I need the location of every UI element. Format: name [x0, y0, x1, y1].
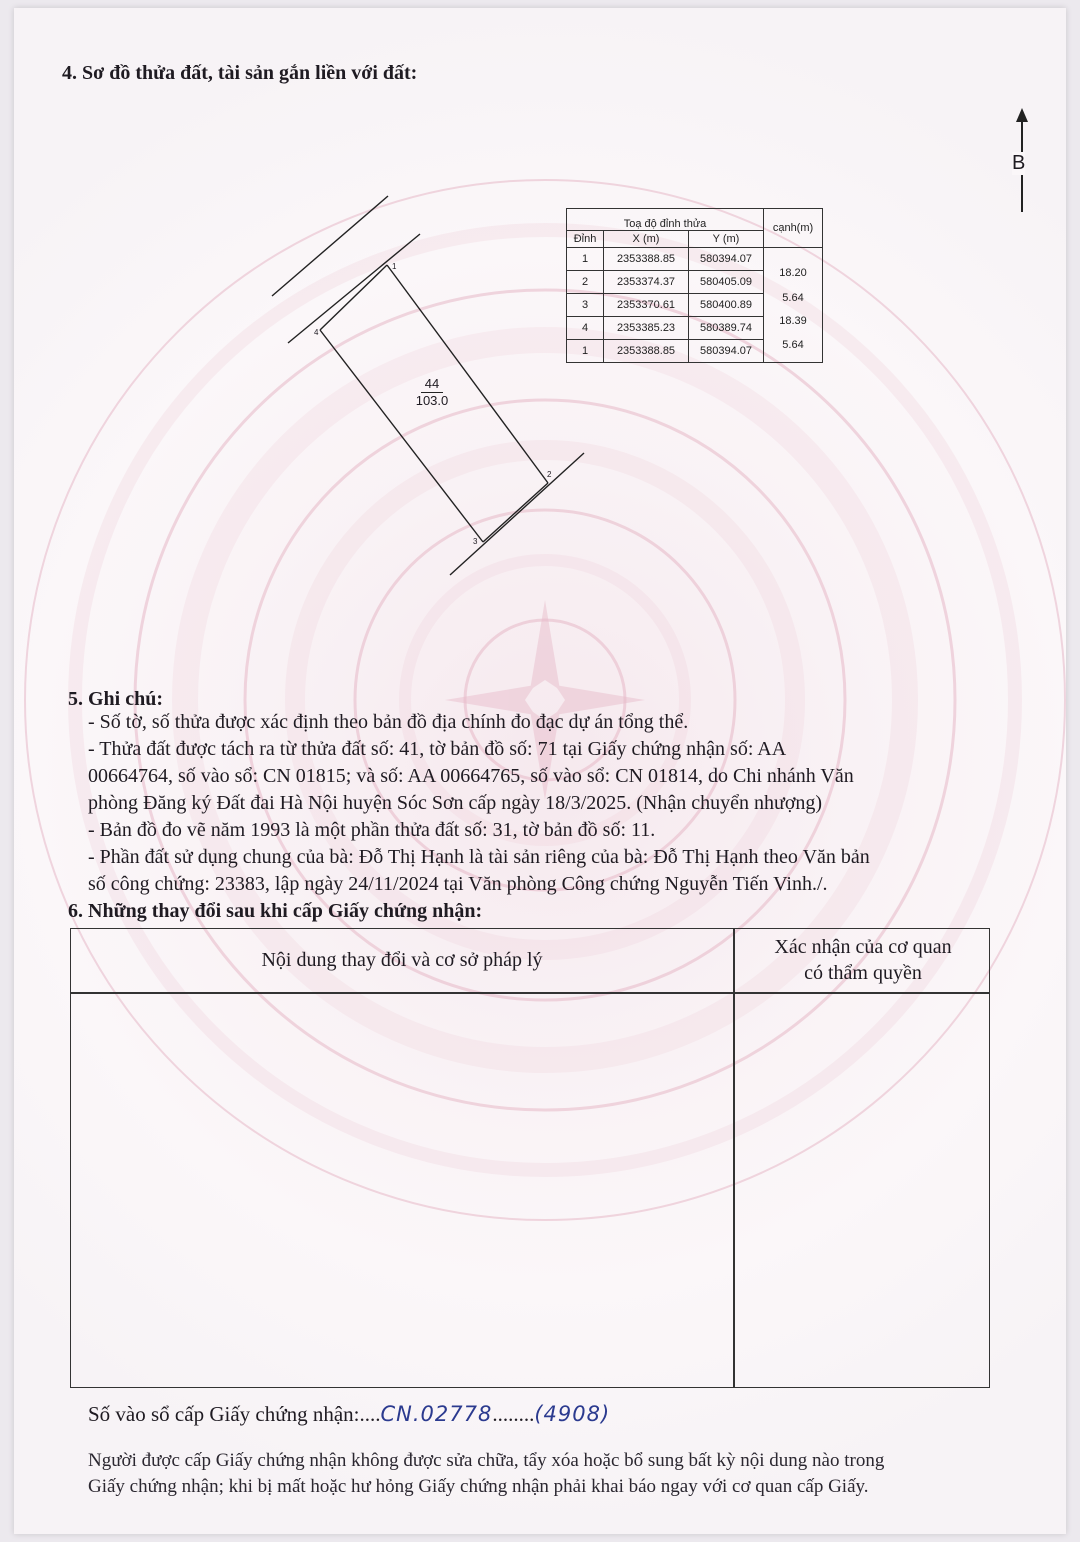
coord-table-edge-header: cạnh(m) [764, 209, 823, 248]
changes-col-content-header: Nội dung thay đổi và cơ sở pháp lý [261, 949, 543, 971]
column-divider [733, 929, 735, 1387]
edge-3-4: 18.39 [779, 315, 807, 327]
edge-1-2: 18.20 [779, 267, 807, 279]
cell-y: 580394.07 [689, 248, 764, 271]
coord-table-y-header: Y (m) [689, 231, 764, 248]
registration-label: Số vào sổ cấp Giấy chứng nhận: [88, 1402, 360, 1426]
changes-col-confirm-header [735, 934, 991, 986]
parcel-label [408, 376, 456, 409]
vertex-label-4: 4 [314, 328, 319, 337]
cell-vertex: 3 [567, 294, 604, 317]
cell-vertex: 1 [567, 248, 604, 271]
confirm-header-line1: Xác nhận của cơ quan [774, 936, 952, 958]
note-line: 00664764, số vào sổ: CN 01815; và số: AA 00664765, số vào sổ: CN 01814, do Chi nhánh Văn [88, 765, 854, 787]
note-line: - Thửa đất được tách ra từ thửa đất số: 41, tờ bản đồ số: 71 tại Giấy chứng nhận số: AA [88, 738, 787, 760]
vertex-label-2: 2 [547, 470, 552, 479]
table-row [567, 248, 823, 271]
header-divider [71, 992, 989, 994]
coord-table-title: Toạ độ đỉnh thửa [567, 209, 764, 231]
edge-2-3: 5.64 [782, 292, 804, 304]
section-6-heading: 6. Những thay đổi sau khi cấp Giấy chứng nhận: [68, 900, 483, 922]
section-4-heading: 4. Sơ đồ thửa đất, tài sản gắn liền với đất: [62, 62, 418, 84]
changes-table [70, 928, 990, 1388]
registration-dots: .... [359, 1402, 381, 1426]
vertex-label-1: 1 [392, 262, 397, 271]
handwritten-registration-number: CN.02778 [380, 1402, 493, 1426]
footer-warning-line2: Giấy chứng nhận; khi bị mất hoặc hư hỏng Giấy chứng nhận phải khai báo ngay với cơ quan cấp Giấy. [88, 1476, 869, 1497]
coord-table-x-header: X (m) [604, 231, 689, 248]
registration-line [88, 1402, 610, 1427]
note-line: số công chứng: 23383, lập ngày 24/11/2024 tại Văn phòng Công chứng Nguyễn Tiến Vinh./. [88, 873, 828, 895]
coordinate-table [566, 208, 823, 363]
cell-x: 2353385.23 [604, 317, 689, 340]
parcel-number: 44 [421, 376, 443, 393]
cell-x: 2353374.37 [604, 271, 689, 294]
edge-4-1: 5.64 [782, 339, 804, 351]
cell-y: 580394.07 [689, 340, 764, 363]
cell-y: 580389.74 [689, 317, 764, 340]
cell-y: 580400.89 [689, 294, 764, 317]
section-5-heading: 5. Ghi chú: [68, 688, 164, 710]
coord-table-vertex-header: Đỉnh [567, 231, 604, 248]
cell-x: 2353388.85 [604, 340, 689, 363]
cell-vertex: 4 [567, 317, 604, 340]
vertex-label-3: 3 [473, 537, 478, 546]
cell-vertex: 1 [567, 340, 604, 363]
registration-dots: ........ [492, 1402, 535, 1426]
note-line: phòng Đăng ký Đất đai Hà Nội huyện Sóc Sơn cấp ngày 18/3/2025. (Nhận chuyển nhượng) [88, 792, 823, 814]
note-line: - Bản đồ đo vẽ năm 1993 là một phần thửa đất số: 31, tờ bản đồ số: 11. [88, 819, 656, 841]
note-line: - Số tờ, số thửa được xác định theo bản đồ địa chính đo đạc dự án tổng thể. [88, 711, 689, 733]
cell-vertex: 2 [567, 271, 604, 294]
cell-x: 2353388.85 [604, 248, 689, 271]
confirm-header-line2: có thẩm quyền [804, 962, 922, 984]
handwritten-registration-extra: (4908) [534, 1402, 611, 1426]
edge-lengths-cell [764, 248, 823, 363]
note-line: - Phần đất sử dụng chung của bà: Đỗ Thị Hạnh là tài sản riêng của bà: Đỗ Thị Hạnh theo Văn bản [88, 846, 870, 868]
parcel-area: 103.0 [415, 393, 449, 408]
cell-x: 2353370.61 [604, 294, 689, 317]
footer-warning-line1: Người được cấp Giấy chứng nhận không được sửa chữa, tẩy xóa hoặc bổ sung bất kỳ nội dung nào trong [88, 1450, 885, 1471]
cell-y: 580405.09 [689, 271, 764, 294]
north-label: B [1012, 152, 1026, 174]
